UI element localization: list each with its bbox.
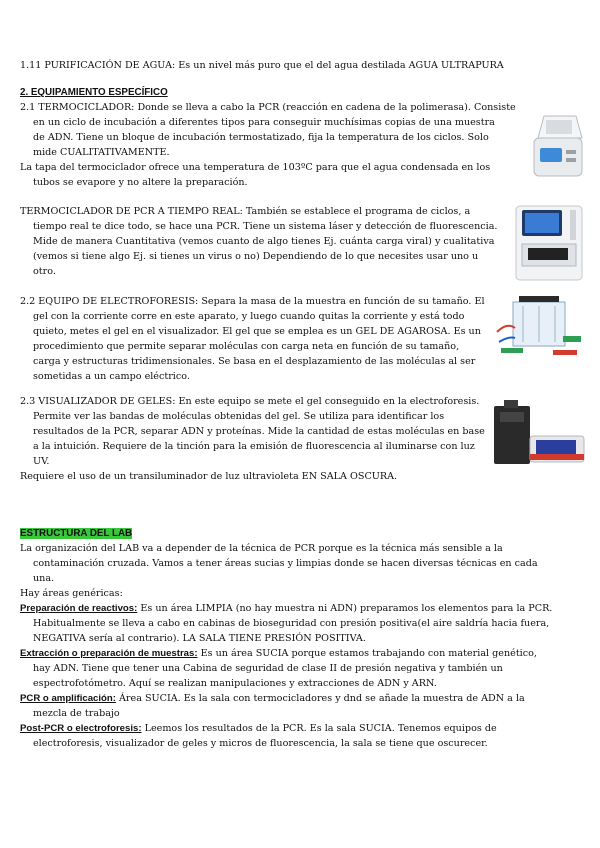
text-line: una.: [33, 573, 55, 584]
estructura-heading-text: ESTRUCTURA DEL LAB: [20, 528, 133, 539]
termociclador-tiempo-real-paragraph: [20, 204, 498, 279]
text-line: Mide de manera Cuantitativa (vemos cuanto de algo tienes Ej. cuánta carga viral) y cualitativa: [33, 236, 495, 247]
visualizador-paragraph: [20, 394, 485, 484]
area-pcr: [20, 691, 552, 706]
area-text: Área SUCIA. Es la sala con termocicladores y dnd se añade la muestra de ADN a la: [115, 693, 525, 704]
text-line: otro.: [33, 266, 56, 277]
section-1-11: [20, 58, 504, 73]
text-line: hay ADN. Tiene que tener una Cabina de seguridad de clase II de presión negativa y también un: [33, 663, 503, 674]
text-line: Habitualmente se lleva a cabo en cabinas de bioseguridad con presión positiva(el aire saldría hacia fuera,: [33, 618, 550, 629]
text-line: tubos se evapore y no altere la preparación.: [33, 177, 248, 188]
text-line: UV.: [33, 456, 50, 467]
text-line: procedimiento que permite separar moléculas con carga neta en función de su tamaño,: [33, 341, 460, 352]
text-line: mezcla de trabajo: [33, 708, 120, 719]
text-line: quieto, metes el gel en el visualizador. El gel que se emplea es un GEL DE AGAROSA. Es un: [33, 326, 481, 337]
text-line: resultados de la PCR, separar ADN y proteínas. Mide la cantidad de estas moléculas en base: [33, 426, 485, 437]
area-term: Extracción o preparación de muestras:: [20, 648, 198, 659]
text-line: electroforesis, visualizador de geles y micros de fluorescencia, la sala se tiene que oscurecer.: [33, 738, 488, 749]
areas-label: Hay áreas genéricas:: [20, 588, 123, 599]
estructura-heading: [20, 527, 132, 541]
text-line: de ADN. Tiene un bloque de incubación termostatizado, fija la temperatura de los ciclos. Solo: [33, 132, 489, 143]
text-line: contaminación cruzada. Vamos a tener áreas sucias y limpias donde se hacen diversas técnicas en cada: [33, 558, 538, 569]
section-2-heading: 2. EQUIPAMIENTO ESPECÍFICO: [20, 87, 168, 98]
area-text: Es un área SUCIA porque estamos trabajando con material genético,: [197, 648, 537, 659]
thermocycler-image: [528, 112, 588, 180]
text-line: a la intuición. Requiere de la tinción para la emisión de fluorescencia al iluminarse con luz: [33, 441, 475, 452]
text-line: espectrofotómetro. Aquí se realizan manipulaciones y extracciones de ADN y ARN.: [33, 678, 437, 689]
text-line: mide CUALITATIVAMENTE.: [33, 147, 170, 158]
gel-visualizer-image: [490, 396, 588, 470]
text-line: Permite ver las bandas de moléculas obtenidas del gel. Se utiliza para identificar los: [33, 411, 445, 422]
text-line: gel con la corriente corre en este aparato, y luego cuando quitas la corriente y está todo: [33, 311, 465, 322]
text-line: (vemos si tiene algo Ej. si tienes un virus o no) Dependiendo de lo que necesites usar uno u: [33, 251, 479, 262]
area-reactivos: [20, 601, 552, 616]
text-line: Requiere el uso de un transiluminador de luz ultravioleta EN SALA OSCURA.: [20, 471, 398, 482]
termociclador-paragraph: [20, 100, 516, 190]
area-term: PCR o amplificación:: [20, 693, 116, 704]
text-line: tiempo real te dice todo, se hace una PCR. Tiene un sistema láser y detección de fluorescencia.: [33, 221, 498, 232]
estructura-body: [20, 541, 552, 751]
section-1-11-text: 1.11 PURIFICACIÓN DE AGUA: Es un nivel más puro que el del agua destilada AGUA ULTRAPURA: [20, 60, 504, 71]
text-line: La organización del LAB va a depender de la técnica de PCR porque es la técnica más sensible a la: [20, 543, 503, 554]
realtime-pcr-image: [508, 198, 590, 284]
text-line: 2.3 VISUALIZADOR DE GELES: En este equipo se mete el gel conseguido en la electroforesis.: [20, 396, 480, 407]
area-text: Leemos los resultados de la PCR. Es la sala SUCIA. Tenemos equipos de: [141, 723, 497, 734]
area-term: Preparación de reactivos:: [20, 603, 138, 614]
electrophoresis-image: [493, 292, 588, 362]
text-line: La tapa del termociclador ofrece una temperatura de 103ºC para que el agua condensada en los: [20, 162, 491, 173]
area-extraccion: [20, 646, 552, 661]
electroforesis-paragraph: [20, 294, 485, 384]
text-line: sometidas a un campo eléctrico.: [33, 371, 190, 382]
area-term: Post-PCR o electroforesis:: [20, 723, 142, 734]
text-line: 2.1 TERMOCICLADOR: Donde se lleva a cabo la PCR (reacción en cadena de la polimerasa). Consiste: [20, 102, 516, 113]
text-line: TERMOCICLADOR DE PCR A TIEMPO REAL: También se establece el programa de ciclos, a: [20, 206, 471, 217]
text-line: 2.2 EQUIPO DE ELECTROFORESIS: Separa la masa de la muestra en función de su tamaño. El: [20, 296, 485, 307]
area-text: Es un área LIMPIA (no hay muestra ni ADN) preparamos los elementos para la PCR.: [137, 603, 553, 614]
text-line: carga y estructuras tridimensionales. Se basa en el desplazamiento de las moléculas al ser: [33, 356, 476, 367]
text-line: en un ciclo de incubación a diferentes tipos para conseguir muchísimas copias de una muestra: [33, 117, 495, 128]
text-line: NEGATIVA sería al contrario). LA SALA TIENE PRESIÓN POSITIVA.: [33, 633, 366, 644]
area-postpcr: [20, 721, 552, 736]
